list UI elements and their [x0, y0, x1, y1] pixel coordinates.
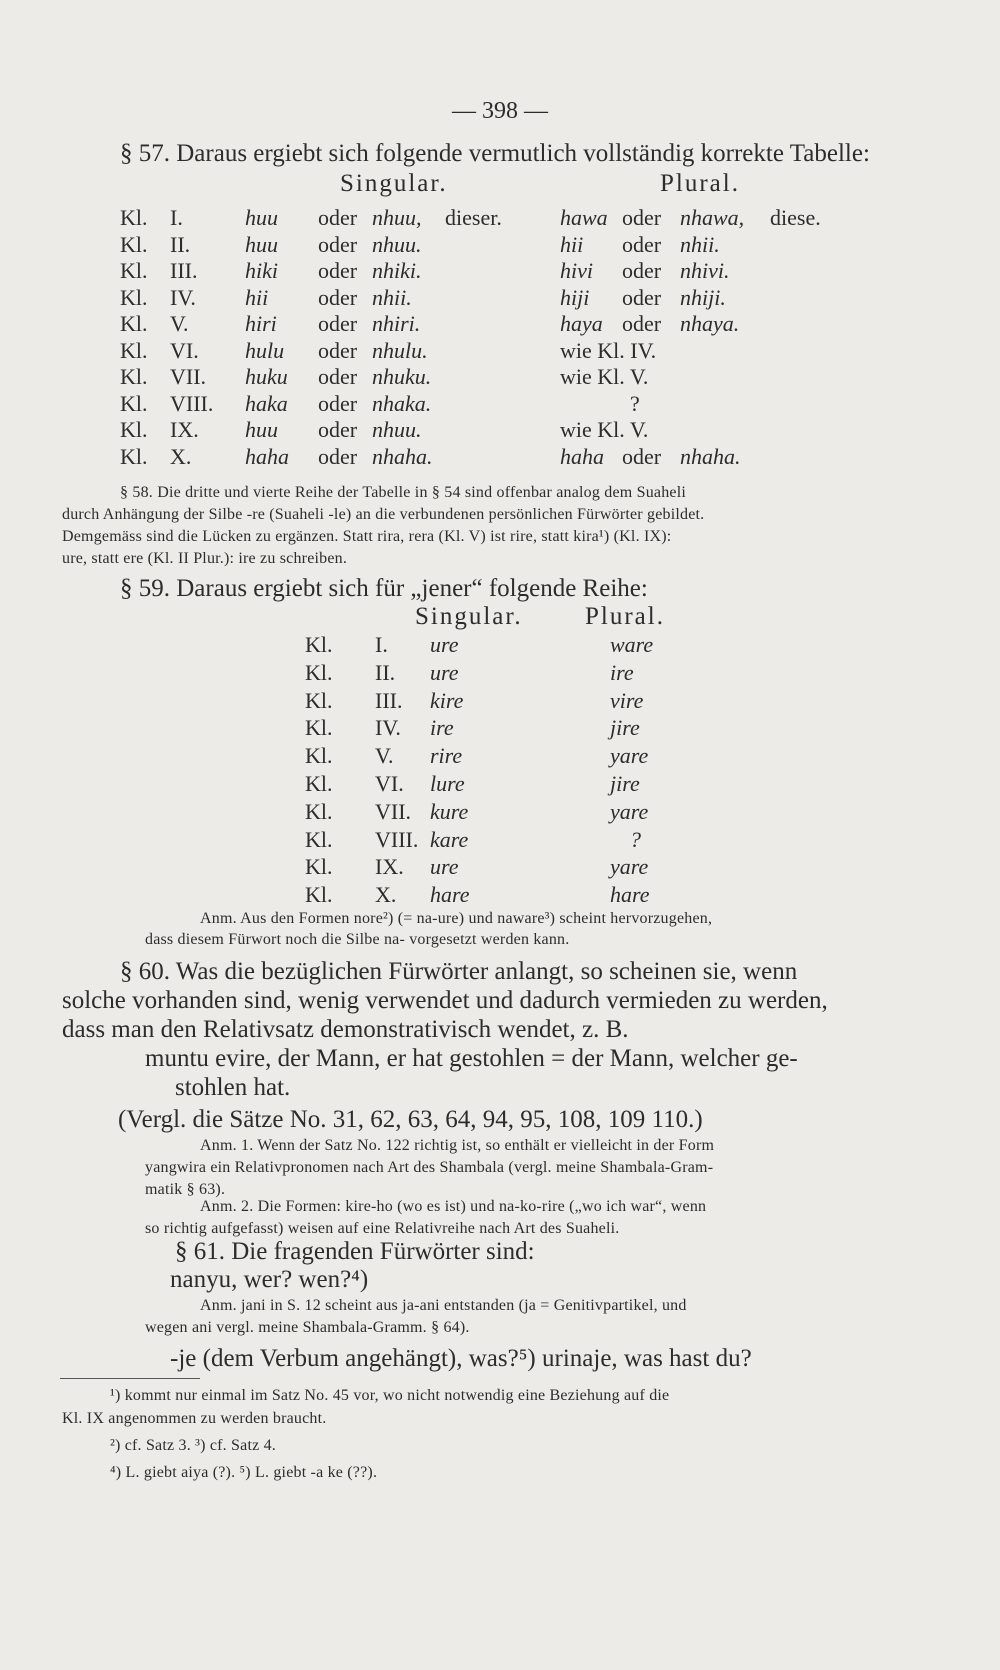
section-61-line: nanyu, wer? wen?⁴): [170, 1266, 369, 1293]
section-59-note-line: Anm. Aus den Formen nore²) (= na-ure) und naware³) scheint hervorzugehen,: [200, 910, 713, 927]
t1-form-a: haha: [245, 443, 289, 469]
t1-class: Kl.: [120, 205, 148, 230]
t1-class-number: IV.: [170, 284, 196, 310]
t2-class: Kl.: [305, 826, 333, 852]
t1-class-number: VII.: [170, 364, 207, 389]
section-59-note-line: dass diesem Fürwort noch die Silbe na- vorgesetzt werden kann.: [145, 931, 570, 948]
t2-singular: ure: [430, 632, 459, 657]
table1-singular-label: Singular.: [340, 170, 448, 197]
t2-plural: ?: [630, 826, 641, 852]
t1-form-b: nhaha.: [372, 443, 433, 469]
t1-oder: oder: [318, 258, 358, 283]
t2-class: Kl.: [305, 743, 333, 769]
t2-class: Kl.: [305, 854, 333, 880]
t2-plural: ware: [610, 632, 654, 657]
t1-oder: oder: [622, 205, 662, 230]
t1-class: Kl.: [120, 284, 148, 310]
t1-form-b: nhaka.: [372, 390, 432, 416]
t1-class-number: X.: [170, 443, 192, 469]
section-60-line: stohlen hat.: [175, 1074, 291, 1101]
table1-plural-label: Plural.: [660, 170, 740, 197]
t1-form-b: nhulu.: [372, 337, 428, 363]
t1-class-number: V.: [170, 311, 189, 336]
t1-class: Kl.: [120, 443, 148, 469]
t1-form-b: nhii.: [372, 284, 412, 310]
t2-class-number: VII.: [375, 798, 412, 824]
t1-note: wie Kl. V.: [560, 417, 649, 442]
t1-oder: oder: [318, 417, 358, 442]
t1-form-b: nhuu.: [372, 231, 422, 257]
t1-note: ?: [630, 390, 640, 416]
t2-class-number: II.: [375, 659, 396, 685]
t2-singular: kire: [430, 687, 464, 713]
section-60-note1-line: Anm. 1. Wenn der Satz No. 122 richtig ist, so enthält er vielleicht in der Form: [200, 1137, 715, 1154]
t2-singular: kure: [430, 798, 469, 824]
t1-note: wie Kl. IV.: [560, 337, 657, 363]
t1-class: Kl.: [120, 337, 148, 363]
t2-class-number: X.: [375, 882, 397, 908]
t2-singular: ure: [430, 659, 459, 685]
t1-form-c: hii: [560, 231, 584, 257]
t2-plural: yare: [610, 743, 649, 769]
t2-class-number: IX.: [375, 854, 404, 880]
t1-oder: oder: [622, 231, 662, 257]
t1-class-number: VI.: [170, 337, 199, 363]
t1-form-d: nhiji.: [680, 284, 726, 310]
t2-class-number: I.: [375, 632, 388, 657]
section-58-line: § 58. Die dritte und vierte Reihe der Tabelle in § 54 sind offenbar analog dem Suaheli: [120, 484, 687, 501]
t1-form-c: haha: [560, 443, 604, 469]
t1-class-number: VIII.: [170, 390, 214, 416]
t1-form-a: huu: [245, 231, 278, 257]
t2-singular: kare: [430, 826, 469, 852]
t2-plural: jire: [610, 771, 640, 796]
section-58-line: Demgemäss sind die Lücken zu ergänzen. Statt rira, rera (Kl. V) ist rire, statt kira¹) (Kl. IX):: [62, 528, 672, 545]
t1-oder: oder: [318, 443, 358, 469]
t1-oder: oder: [622, 443, 662, 469]
t1-form-c: hawa: [560, 205, 608, 230]
t1-class-number: IX.: [170, 417, 199, 442]
t2-class-number: IV.: [375, 715, 401, 741]
table2-plural-label: Plural.: [585, 603, 665, 630]
t1-oder: oder: [318, 337, 358, 363]
t2-singular: ire: [430, 715, 454, 741]
footnote-line: Kl. IX angenommen zu werden braucht.: [62, 1410, 327, 1427]
t2-class: Kl.: [305, 659, 333, 685]
t1-form-d: nhii.: [680, 231, 720, 257]
t1-form-a: haka: [245, 390, 288, 416]
t1-gloss: dieser.: [445, 205, 502, 230]
t2-class-number: VI.: [375, 771, 404, 796]
section-61-last-line: -je (dem Verbum angehängt), was?⁵) urinaje, was hast du?: [170, 1345, 752, 1372]
t1-class: Kl.: [120, 364, 148, 389]
footnote-line: ²) cf. Satz 3. ³) cf. Satz 4.: [110, 1437, 277, 1454]
section-60-line: dass man den Relativsatz demonstrativisch wendet, z. B.: [62, 1016, 629, 1043]
t1-class: Kl.: [120, 311, 148, 336]
t2-class: Kl.: [305, 882, 333, 908]
section-60-note1-line: matik § 63).: [145, 1181, 226, 1198]
t1-oder: oder: [622, 284, 662, 310]
t2-plural: yare: [610, 854, 649, 880]
t2-plural: ire: [610, 659, 634, 685]
t1-form-b: nhuu.: [372, 417, 422, 442]
footnote-line: ¹) kommt nur einmal im Satz No. 45 vor, wo nicht notwendig eine Beziehung auf die: [110, 1387, 670, 1404]
t1-form-c: haya: [560, 311, 603, 336]
section-60-line: (Vergl. die Sätze No. 31, 62, 63, 64, 94, 95, 108, 109 110.): [118, 1106, 703, 1133]
t1-oder: oder: [318, 231, 358, 257]
section-60-line: § 60. Was die bezüglichen Fürwörter anlangt, so scheinen sie, wenn: [120, 958, 798, 985]
section-57-heading: § 57. Daraus ergiebt sich folgende vermutlich vollständig korrekte Tabelle:: [120, 140, 870, 167]
t2-class-number: V.: [375, 743, 394, 769]
t1-oder: oder: [318, 205, 358, 230]
t1-form-b: nhiri.: [372, 311, 421, 336]
t1-form-a: hii: [245, 284, 269, 310]
t1-form-a: hiri: [245, 311, 277, 336]
t1-class-number: III.: [170, 258, 198, 283]
t2-plural: vire: [610, 687, 644, 713]
t2-plural: yare: [610, 798, 649, 824]
t1-oder: oder: [622, 258, 662, 283]
t1-class-number: I.: [170, 205, 183, 230]
t1-oder: oder: [318, 364, 358, 389]
t1-form-d: nhawa,: [680, 205, 745, 230]
section-59-heading: § 59. Daraus ergiebt sich für „jener“ folgende Reihe:: [120, 575, 648, 602]
t1-class: Kl.: [120, 231, 148, 257]
t2-class: Kl.: [305, 771, 333, 796]
t2-class-number: III.: [375, 687, 403, 713]
t2-class: Kl.: [305, 687, 333, 713]
section-61-note-line: Anm. jani in S. 12 scheint aus ja-ani entstanden (ja = Genitivpartikel, und: [200, 1297, 687, 1314]
section-60-line: solche vorhanden sind, wenig verwendet und dadurch vermieden zu werden,: [62, 987, 828, 1014]
t1-form-a: huu: [245, 417, 278, 442]
section-60-note1-line: yangwira ein Relativpronomen nach Art des Shambala (vergl. meine Shambala-Gram-: [145, 1159, 714, 1176]
t1-oder: oder: [622, 311, 662, 336]
t2-singular: hare: [430, 882, 470, 908]
section-60-note2-line: so richtig aufgefasst) weisen auf eine Relativreihe nach Art des Suaheli.: [145, 1220, 620, 1237]
table2-singular-label: Singular.: [415, 603, 523, 630]
t1-form-b: nhuu,: [372, 205, 422, 230]
t2-class: Kl.: [305, 715, 333, 741]
t1-form-c: hivi: [560, 258, 593, 283]
section-61-note-line: wegen ani vergl. meine Shambala-Gramm. § 64).: [145, 1319, 470, 1336]
t1-form-c: hiji: [560, 284, 590, 310]
section-58-line: ure, statt ere (Kl. II Plur.): ire zu schreiben.: [62, 550, 348, 567]
footnote-rule: [60, 1378, 200, 1379]
t1-oder: oder: [318, 284, 358, 310]
t1-form-d: nhivi.: [680, 258, 730, 283]
section-58-line: durch Anhängung der Silbe -re (Suaheli -le) an die verbundenen persönlichen Fürwörter gebildet.: [62, 506, 705, 523]
t1-form-a: hiki: [245, 258, 278, 283]
t1-class: Kl.: [120, 417, 148, 442]
t2-class: Kl.: [305, 798, 333, 824]
t2-singular: lure: [430, 771, 465, 796]
t1-form-b: nhiki.: [372, 258, 422, 283]
t2-singular: rire: [430, 743, 463, 769]
t2-plural: jire: [610, 715, 640, 741]
t1-class: Kl.: [120, 390, 148, 416]
t1-form-d: nhaha.: [680, 443, 741, 469]
t2-class-number: VIII.: [375, 826, 419, 852]
t2-class: Kl.: [305, 632, 333, 657]
t1-note: wie Kl. V.: [560, 364, 649, 389]
t1-class-number: II.: [170, 231, 191, 257]
t1-oder: oder: [318, 311, 358, 336]
section-61-heading: § 61. Die fragenden Fürwörter sind:: [175, 1238, 535, 1265]
t1-oder: oder: [318, 390, 358, 416]
t1-form-d: nhaya.: [680, 311, 740, 336]
footnote-line: ⁴) L. giebt aiya (?). ⁵) L. giebt -a ke (??).: [110, 1464, 378, 1481]
t1-note: diese.: [770, 205, 821, 230]
section-60-note2-line: Anm. 2. Die Formen: kire-ho (wo es ist) und na-ko-rire („wo ich war“, wenn: [200, 1198, 707, 1215]
section-60-line: muntu evire, der Mann, er hat gestohlen = der Mann, welcher ge-: [145, 1045, 798, 1072]
t2-plural: hare: [610, 882, 650, 908]
t1-form-a: hulu: [245, 337, 285, 363]
t2-singular: ure: [430, 854, 459, 880]
t1-class: Kl.: [120, 258, 148, 283]
t1-form-b: nhuku.: [372, 364, 432, 389]
t1-form-a: huku: [245, 364, 288, 389]
page-number: — 398 —: [452, 98, 548, 124]
t1-form-a: huu: [245, 205, 278, 230]
